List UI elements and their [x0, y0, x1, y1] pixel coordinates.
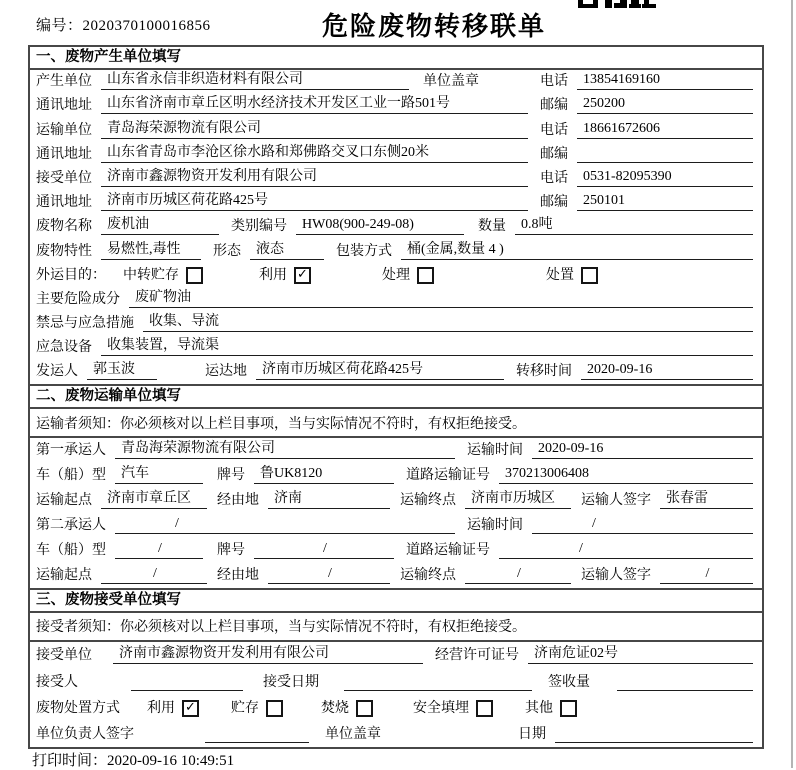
section-transporter — [30, 384, 762, 587]
row-generator-address — [30, 94, 762, 118]
generator-unit-label: 产生单位 — [36, 74, 92, 90]
row-disposal-method — [30, 695, 762, 721]
disposal-store-label: 贮存 — [231, 700, 259, 716]
transport-postcode-value — [577, 146, 753, 163]
checkbox-utilize: ✓ — [294, 267, 311, 284]
transport-date-2-value: / — [532, 516, 753, 534]
generator-address-value: 山东省济南市章丘区明水经济技术开发区工业一路501号 — [101, 92, 528, 114]
plate-number-2-label: 牌号 — [217, 542, 245, 558]
main-hazardous-component-label: 主要危险成分 — [36, 291, 120, 307]
disposal-incinerate-label: 焚烧 — [321, 700, 349, 716]
first-carrier-label: 第一承运人 — [36, 443, 106, 459]
packaging-value: 桶(金属,数量 4 ) — [401, 238, 753, 260]
row-main-hazardous-component — [30, 288, 762, 312]
transport-phone-label: 电话 — [540, 122, 568, 138]
purpose-option-dispose — [546, 264, 598, 284]
waste-characteristics-value: 易燃性,毒性 — [101, 238, 201, 260]
receiver-postcode-value: 250101 — [577, 193, 753, 211]
print-time-value: 2020-09-16 10:49:51 — [107, 753, 235, 769]
signature-1-value: 张春雷 — [660, 487, 753, 509]
receiving-unit-value: 济南市鑫源物资开发利用有限公司 — [113, 642, 423, 664]
date-value — [555, 726, 753, 743]
disposal-method-label: 废物处置方式 — [36, 700, 120, 716]
row-consignor — [30, 360, 762, 384]
form-state-value: 液态 — [250, 238, 324, 260]
signature-1-label: 运输人签字 — [581, 493, 651, 509]
plate-number-1-value: 鲁UK8120 — [254, 462, 394, 484]
receiver-postcode-label: 邮编 — [540, 195, 568, 211]
disposal-utilize-label: 利用 — [147, 700, 175, 716]
transport-address-value: 山东省青岛市李沧区徐水路和郑佛路交叉口东侧20米 — [101, 141, 528, 163]
receiver-address-value: 济南市历城区荷花路425号 — [101, 189, 528, 211]
doc-number-value: 2020370100016856 — [82, 18, 211, 34]
row-transfer-purpose — [30, 264, 762, 288]
waste-name-value: 废机油 — [101, 213, 219, 235]
contraindications-value: 收集、导流 — [143, 310, 753, 332]
category-code-value: HW08(900-249-08) — [296, 217, 464, 235]
row-vehicle-2 — [30, 538, 762, 563]
second-carrier-label: 第二承运人 — [36, 518, 106, 533]
receiver-notice: 接受者须知：你必须核对以上栏目事项，当与实际情况不符时，有权拒绝接受。 — [30, 613, 762, 642]
row-contraindications — [30, 312, 762, 336]
transfer-date-value: 2020-09-16 — [581, 362, 753, 380]
road-permit-1-value: 370213006408 — [499, 466, 753, 484]
row-waste-name — [30, 215, 762, 239]
via-1-value: 济南 — [268, 487, 390, 509]
row-route-1 — [30, 488, 762, 513]
row-emergency-equipment — [30, 336, 762, 360]
road-permit-2-label: 道路运输证号 — [406, 542, 490, 558]
generator-postcode-value: 250200 — [577, 96, 753, 114]
quantity-value: 0.8吨 — [515, 213, 753, 235]
checkbox-disposal-store — [266, 700, 283, 717]
disposal-option-store — [231, 697, 283, 717]
transport-postcode-label: 邮编 — [540, 146, 568, 162]
row-receiver-person — [30, 668, 762, 694]
generator-unit-value: 山东省永信非织造材料有限公司 — [101, 68, 409, 90]
purpose-option-transfer-storage — [123, 264, 203, 284]
origin-2-value: / — [101, 566, 207, 584]
first-carrier-value: 青岛海荣源物流有限公司 — [115, 437, 455, 459]
end-1-value: 济南市历城区 — [465, 487, 571, 509]
checkbox-disposal-other — [560, 700, 577, 717]
transport-date-2-label: 运输时间 — [467, 518, 523, 533]
page-title: 危险废物转移联单 — [322, 12, 547, 41]
row-responsible-signature — [30, 721, 762, 747]
vehicle-type-1-label: 车（船）型 — [36, 468, 106, 484]
checkbox-transfer-storage — [186, 267, 203, 284]
signature-2-value: / — [660, 566, 753, 584]
purpose-utilize-label: 利用 — [259, 267, 287, 283]
checkbox-dispose — [581, 267, 598, 284]
via-1-label: 经由地 — [217, 493, 259, 509]
transport-phone-value: 18661672606 — [577, 121, 753, 139]
row-receiving-unit — [30, 642, 762, 668]
consignor-label: 发运人 — [36, 364, 78, 380]
destination-value: 济南市历城区荷花路425号 — [256, 358, 504, 380]
receiver-person-value — [131, 674, 243, 691]
origin-1-value: 济南市章丘区 — [101, 487, 207, 509]
qr-code-fragment — [578, 0, 656, 8]
signature-2-label: 运输人签字 — [581, 567, 651, 583]
date-label: 日期 — [518, 727, 546, 743]
end-2-label: 运输终点 — [400, 567, 456, 583]
receiver-address-label: 通讯地址 — [36, 195, 92, 211]
origin-2-label: 运输起点 — [36, 567, 92, 583]
road-permit-2-value: / — [499, 541, 753, 559]
origin-1-label: 运输起点 — [36, 493, 92, 509]
receive-date-value — [344, 674, 532, 691]
company-seal-label: 单位盖章 — [423, 74, 479, 90]
generator-postcode-label: 邮编 — [540, 98, 568, 114]
plate-number-2-value: / — [254, 541, 394, 559]
transport-date-1-label: 运输时间 — [467, 443, 523, 459]
disposal-option-other — [525, 697, 577, 717]
operating-license-value: 济南危证02号 — [528, 642, 753, 664]
row-route-2 — [30, 563, 762, 588]
category-code-label: 类别编号 — [231, 219, 287, 235]
checkbox-disposal-incinerate — [356, 700, 373, 717]
purpose-transfer-storage-label: 中转贮存 — [123, 267, 179, 283]
print-time-label: 打印时间： — [32, 753, 108, 769]
row-vehicle-1 — [30, 463, 762, 488]
main-hazardous-component-value: 废矿物油 — [129, 286, 753, 308]
generator-phone-value: 13854169160 — [577, 72, 753, 90]
quantity-label: 数量 — [478, 219, 506, 235]
receive-date-label: 接受日期 — [263, 674, 319, 690]
receiver-unit-label: 接受单位 — [36, 170, 92, 186]
form-state-label: 形态 — [213, 243, 241, 259]
disposal-option-landfill — [413, 697, 493, 717]
transport-address-label: 通讯地址 — [36, 146, 92, 162]
operating-license-label: 经营许可证号 — [435, 648, 519, 664]
print-time — [32, 749, 234, 770]
signed-quantity-value — [617, 674, 753, 691]
row-second-carrier — [30, 513, 762, 538]
waste-characteristics-label: 废物特性 — [36, 243, 92, 259]
receiver-person-label: 接受人 — [36, 674, 78, 690]
section-receiver-title: 三、废物接受单位填写 — [30, 588, 762, 613]
consignor-value: 郭玉波 — [87, 358, 157, 380]
generator-phone-label: 电话 — [540, 74, 568, 90]
section-receiver — [30, 588, 762, 748]
vehicle-type-1-value: 汽车 — [115, 462, 203, 484]
signed-quantity-label: 签收量 — [548, 674, 590, 690]
purpose-treat-label: 处理 — [382, 267, 410, 283]
transport-unit-label: 运输单位 — [36, 122, 92, 138]
disposal-landfill-label: 安全填埋 — [413, 700, 469, 716]
responsible-signature-value — [205, 726, 309, 743]
purpose-option-treat — [382, 264, 434, 284]
via-2-value: / — [268, 566, 390, 584]
disposal-option-utilize — [147, 697, 199, 717]
section-producer-title: 一、废物产生单位填写 — [30, 47, 762, 70]
row-generator-unit — [30, 70, 762, 94]
section-producer — [30, 47, 762, 384]
row-receiver-address — [30, 191, 762, 215]
purpose-dispose-label: 处置 — [546, 267, 574, 283]
disposal-other-label: 其他 — [525, 700, 553, 716]
responsible-signature-label: 单位负责人签字 — [36, 727, 134, 743]
doc-number — [36, 14, 211, 35]
page-edge-divider — [791, 0, 793, 768]
generator-address-label: 通讯地址 — [36, 98, 92, 114]
end-1-label: 运输终点 — [400, 493, 456, 509]
disposal-option-incinerate — [321, 697, 373, 717]
manifest-form — [28, 45, 764, 749]
road-permit-1-label: 道路运输证号 — [406, 468, 490, 484]
row-receiver-unit — [30, 167, 762, 191]
vehicle-type-2-label: 车（船）型 — [36, 542, 106, 558]
vehicle-type-2-value: / — [115, 541, 203, 559]
checkbox-disposal-landfill — [476, 700, 493, 717]
receiver-phone-label: 电话 — [540, 170, 568, 186]
section-transporter-title: 二、废物运输单位填写 — [30, 384, 762, 409]
end-2-value: / — [465, 566, 571, 584]
packaging-label: 包装方式 — [336, 243, 392, 259]
purpose-option-utilize — [259, 264, 311, 284]
transfer-purpose-label: 外运目的： — [36, 267, 106, 283]
receiver-unit-value: 济南市鑫源物资开发利用有限公司 — [101, 165, 528, 187]
receiver-phone-value: 0531-82095390 — [577, 169, 753, 187]
unit-seal-label: 单位盖章 — [325, 727, 381, 743]
waste-name-label: 废物名称 — [36, 219, 92, 235]
transport-date-1-value: 2020-09-16 — [532, 441, 753, 459]
row-transport-address — [30, 143, 762, 167]
row-first-carrier — [30, 438, 762, 463]
checkbox-treat — [417, 267, 434, 284]
via-2-label: 经由地 — [217, 567, 259, 583]
second-carrier-value: / — [115, 516, 455, 534]
plate-number-1-label: 牌号 — [217, 468, 245, 484]
checkbox-disposal-utilize: ✓ — [182, 700, 199, 717]
transport-unit-value: 青岛海荣源物流有限公司 — [101, 117, 528, 139]
row-waste-characteristics — [30, 239, 762, 263]
receiving-unit-label: 接受单位 — [36, 648, 92, 664]
transporter-notice: 运输者须知：你必须核对以上栏目事项，当与实际情况不符时，有权拒绝接受。 — [30, 409, 762, 438]
emergency-equipment-label: 应急设备 — [36, 340, 92, 356]
row-transport-unit — [30, 118, 762, 142]
transfer-date-label: 转移时间 — [516, 364, 572, 380]
destination-label: 运达地 — [205, 364, 247, 380]
doc-number-label: 编号： — [36, 18, 83, 34]
contraindications-label: 禁忌与应急措施 — [36, 316, 134, 332]
emergency-equipment-value: 收集装置，导流渠 — [101, 334, 753, 356]
